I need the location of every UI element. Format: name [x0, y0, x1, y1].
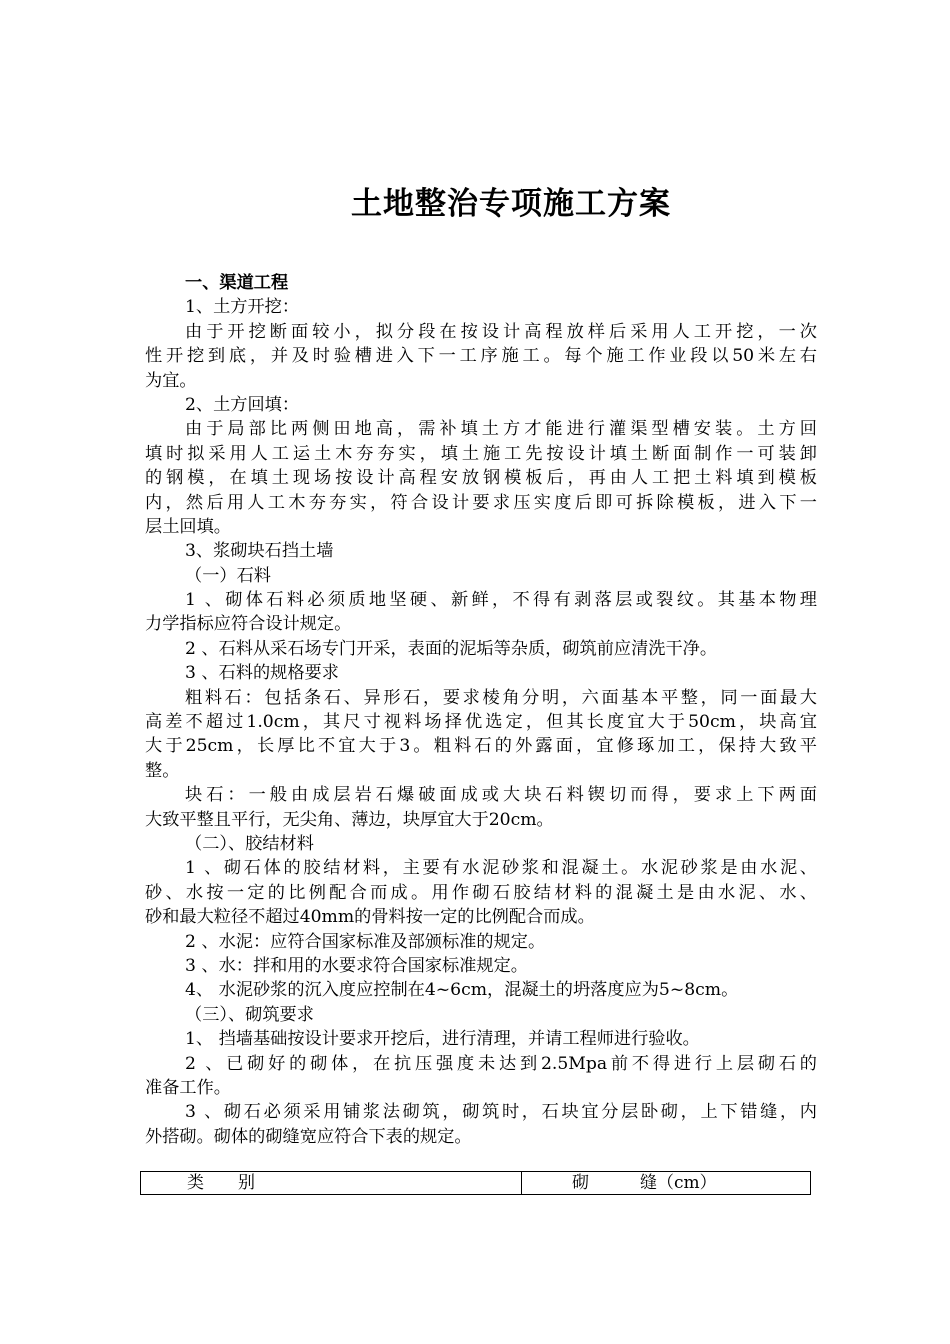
paragraph-line: 3 、石料的规格要求 — [185, 663, 339, 684]
subsection-heading: （二）、胶结材料 — [185, 833, 314, 854]
paragraph-line: 性开挖到底，并及时验槽进入下一工序施工。每个施工作业段以50米左右 — [145, 346, 817, 367]
paragraph-line: 的钢模，在填土现场按设计高程安放钢模板后，再由人工把土料填到模板 — [145, 468, 817, 489]
paragraph-line: 3 、水：拌和用的水要求符合国家标准规定。 — [185, 955, 528, 976]
paragraph-line: 2 、水泥：应符合国家标准及部颁标准的规定。 — [185, 931, 546, 952]
paragraph-line: 粗料石：包括条石、异形石，要求棱角分明，六面基本平整，同一面最大 — [185, 687, 817, 708]
paragraph-line: 准备工作。 — [145, 1077, 231, 1098]
paragraph-line: 层土回填。 — [145, 516, 231, 537]
subsection-heading: 2、土方回填： — [185, 394, 300, 415]
paragraph-line: 砂、水按一定的比例配合而成。用作砌石胶结材料的混凝土是由水泥、水、 — [145, 882, 817, 903]
document-body — [145, 271, 817, 1149]
subsection-heading: 3、浆砌块石挡土墙 — [185, 541, 334, 562]
paragraph-line: 块石：一般由成层岩石爆破面成或大块石料锲切而得，要求上下两面 — [185, 785, 817, 806]
paragraph-line: 1、 挡墙基础按设计要求开挖后，进行清理，并请工程师进行验收。 — [185, 1029, 700, 1050]
subsection-heading: （三）、砌筑要求 — [185, 1004, 314, 1025]
subsection-heading: 1、土方开挖： — [185, 297, 300, 318]
table-header-joint: 砌 缝（cm） — [522, 1172, 811, 1195]
paragraph-line: 2 、已砌好的砌体，在抗压强度未达到2.5Mpa前不得进行上层砌石的 — [185, 1053, 817, 1074]
paragraph-line: 为宜。 — [145, 370, 197, 391]
paragraph-line: 3 、砌石必须采用铺浆法砌筑，砌筑时，石块宜分层卧砌，上下错缝，内 — [185, 1102, 817, 1123]
paragraph-line: 大于25cm，长厚比不宜大于3。粗料石的外露面，宜修琢加工，保持大致平 — [145, 736, 817, 757]
table-header-category: 类 别 — [141, 1172, 522, 1195]
paragraph-line: 大致平整且平行，无尖角、薄边，块厚宜大于20cm。 — [145, 809, 554, 830]
paragraph-line: 内，然后用人工木夯夯实，符合设计要求压实度后即可拆除模板，进入下一 — [145, 492, 817, 513]
subsection-heading: （一）石料 — [185, 565, 271, 586]
paragraph-line: 4、 水泥砂浆的沉入度应控制在4~6cm，混凝土的坍落度应为5~8cm。 — [185, 980, 739, 1001]
paragraph-line: 整。 — [145, 760, 180, 781]
paragraph-line: 由于开挖断面较小，拟分段在按设计高程放样后采用人工开挖，一次 — [185, 321, 817, 342]
paragraph-line: 高差不超过1.0cm，其尺寸视料场择优选定，但其长度宜大于50cm，块高宜 — [145, 712, 817, 733]
paragraph-line: 由于局部比两侧田地高，需补填土方才能进行灌渠型槽安装。土方回 — [185, 419, 817, 440]
section-heading: 一、渠道工程 — [185, 273, 289, 293]
paragraph-line: 1 、砌体石料必须质地坚硬、新鲜，不得有剥落层或裂纹。其基本物理 — [185, 590, 817, 611]
page-title: 土地整治专项施工方案 — [351, 186, 671, 222]
paragraph-line: 力学指标应符合设计规定。 — [145, 614, 352, 635]
paragraph-line: 外搭砌。砌体的砌缝宽应符合下表的规定。 — [145, 1126, 472, 1147]
paragraph-line: 1 、砌石体的胶结材料，主要有水泥砂浆和混凝土。水泥砂浆是由水泥、 — [185, 858, 817, 879]
paragraph-line: 2 、石料从采石场专门开采，表面的泥垢等杂质，砌筑前应清洗干净。 — [185, 638, 718, 659]
paragraph-line: 砂和最大粒径不超过40mm的骨料按一定的比例配合而成。 — [145, 907, 595, 928]
joint-width-table — [140, 1171, 811, 1195]
table-header-row — [141, 1172, 811, 1195]
paragraph-line: 填时拟采用人工运土木夯夯实，填土施工先按设计填土断面制作一可装卸 — [145, 443, 817, 464]
